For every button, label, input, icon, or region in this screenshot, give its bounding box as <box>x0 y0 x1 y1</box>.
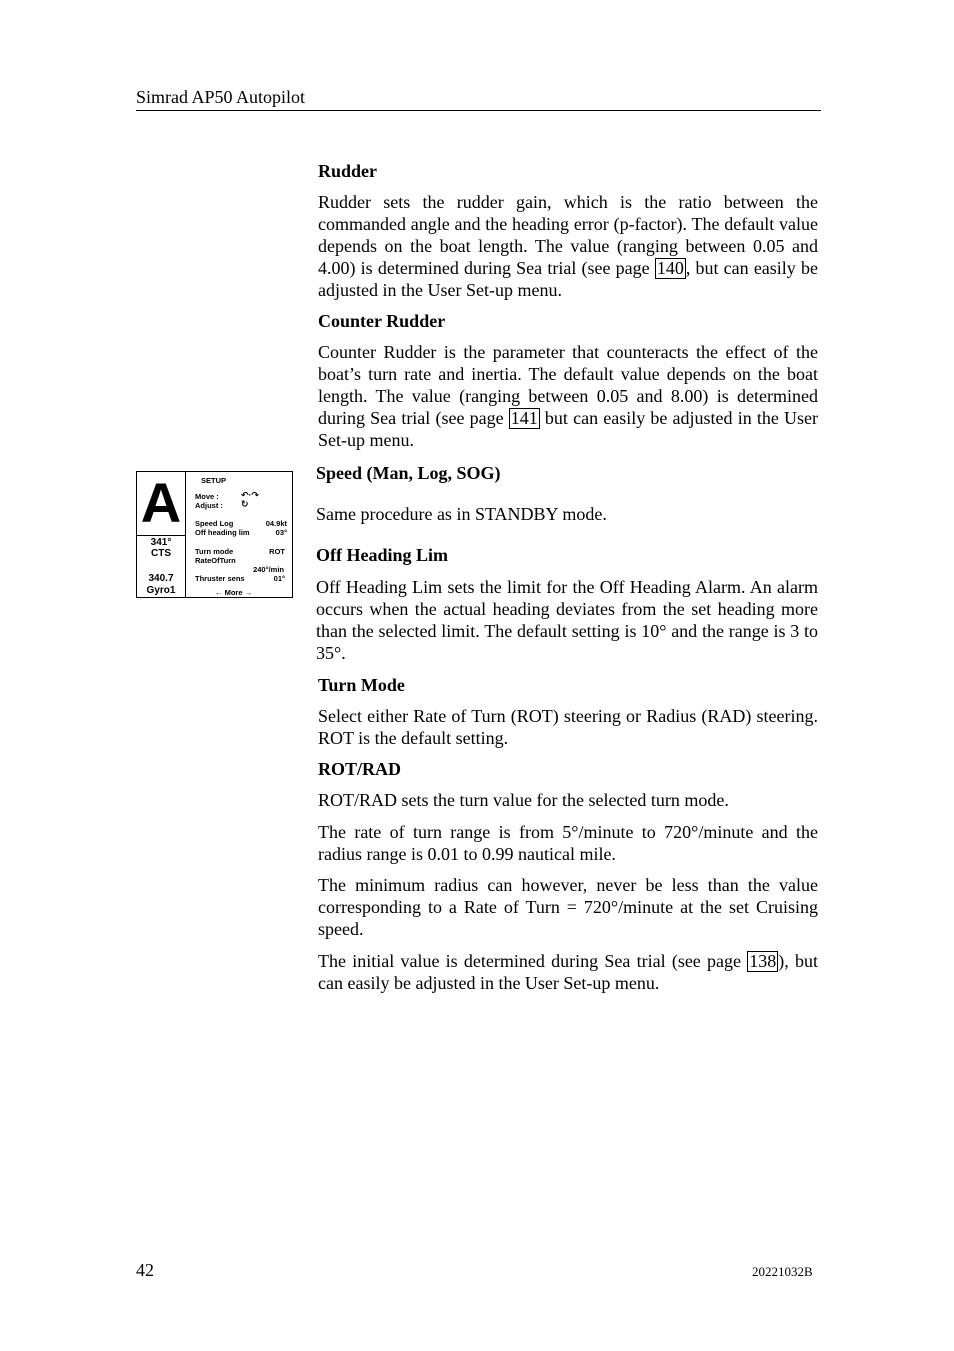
off-heading-paragraph: Off Heading Lim sets the limit for the Off Heading Alarm. An alarm occurs when the actual heading deviates from the set heading more than the selected limit. The default setting is 10° and the range is 3 to 35°. <box>316 577 818 663</box>
rudder-paragraph: Rudder sets the rudder gain, which is the ratio between the commanded angle and the heading error (p-factor). The default value depends on the boat length. The value (ranging between 0.05 and 4.00) is determined during Sea trial (see page 140 , but can easily be adjusted in the User Set-up menu. <box>318 192 818 300</box>
speed-log-value: 04.9kt <box>265 519 287 528</box>
running-header: Simrad AP50 Autopilot <box>136 86 821 111</box>
move-label: Move : <box>195 492 219 501</box>
speed-paragraph: Same procedure as in STANDBY mode. <box>316 504 607 524</box>
turn-mode-heading: Turn Mode <box>318 675 405 695</box>
move-arrows-icon: ↶·↷ <box>241 490 260 500</box>
course-label: CTS <box>151 548 171 559</box>
page-ref-link[interactable]: 141 <box>510 408 538 428</box>
rudder-heading: Rudder <box>318 161 378 181</box>
page-number: 42 <box>136 1260 154 1280</box>
adjust-label: Adjust : <box>195 501 223 510</box>
rot-rad-paragraph-3: The minimum radius can however, never be less than the value corresponding to a Rate of Turn = 720°/minute at the set Cruising speed. <box>318 875 818 939</box>
course-value: 341° <box>150 537 172 548</box>
counter-rudder-heading: Counter Rudder <box>318 311 446 331</box>
adjust-icon: ↻ <box>241 499 249 509</box>
turn-mode-paragraph: Select either Rate of Turn (ROT) steering or Radius (RAD) steering. ROT is the default setting. <box>318 706 818 748</box>
off-heading-heading: Off Heading Lim <box>316 545 449 565</box>
heading-source: Gyro1 <box>146 585 176 596</box>
rot-rad-paragraph-1: ROT/RAD sets the turn value for the selected turn mode. <box>318 790 729 810</box>
rate-of-turn-value: 240°/min <box>253 565 284 574</box>
rot-rad-heading: ROT/RAD <box>318 759 402 779</box>
rot-rad-paragraph-4: The initial value is determined during Sea trial (see page 138 ), but can easily be adjusted in the User Set-up menu. <box>318 951 819 993</box>
page-ref-link[interactable]: 138 <box>749 951 777 971</box>
mode-letter: A <box>137 472 185 536</box>
rudder-section <box>318 160 818 451</box>
page-ref-link[interactable]: 140 <box>656 258 684 278</box>
heading-value: 340.7 <box>148 573 174 584</box>
thruster-label: Thruster sens <box>195 574 245 583</box>
autopilot-display-panel <box>136 471 293 598</box>
rate-of-turn-label: RateOfTurn <box>195 556 236 565</box>
rot-rad-paragraph-2: The rate of turn range is from 5°/minute to 720°/minute and the radius range is 0.01 to 0.99 nautical mile. <box>318 822 818 864</box>
counter-rudder-paragraph: Counter Rudder is the parameter that counteracts the effect of the boat’s turn rate and inertia. The default value depends on the boat length. The value (ranging between 0.05 and 8.00) is determined during Sea trial (see page 141 but can easily be adjusted in the User Set-up menu. <box>318 342 819 450</box>
document-number: 20221032B <box>752 1264 813 1279</box>
speed-heading: Speed (Man, Log, SOG) <box>316 463 501 483</box>
menu-title: SETUP <box>201 476 227 485</box>
off-heading-value: 03° <box>275 528 287 537</box>
off-heading-label: Off heading lim <box>195 528 250 537</box>
speed-log-label: Speed Log <box>195 519 234 528</box>
panel-status-column <box>137 472 186 597</box>
turn-mode-section <box>318 674 818 994</box>
speed-section <box>316 462 818 664</box>
turn-mode-value: ROT <box>269 547 285 556</box>
thruster-value: 01° <box>273 574 285 583</box>
turn-mode-label: Turn mode <box>195 547 234 556</box>
more-nav: ← More → <box>215 588 253 597</box>
